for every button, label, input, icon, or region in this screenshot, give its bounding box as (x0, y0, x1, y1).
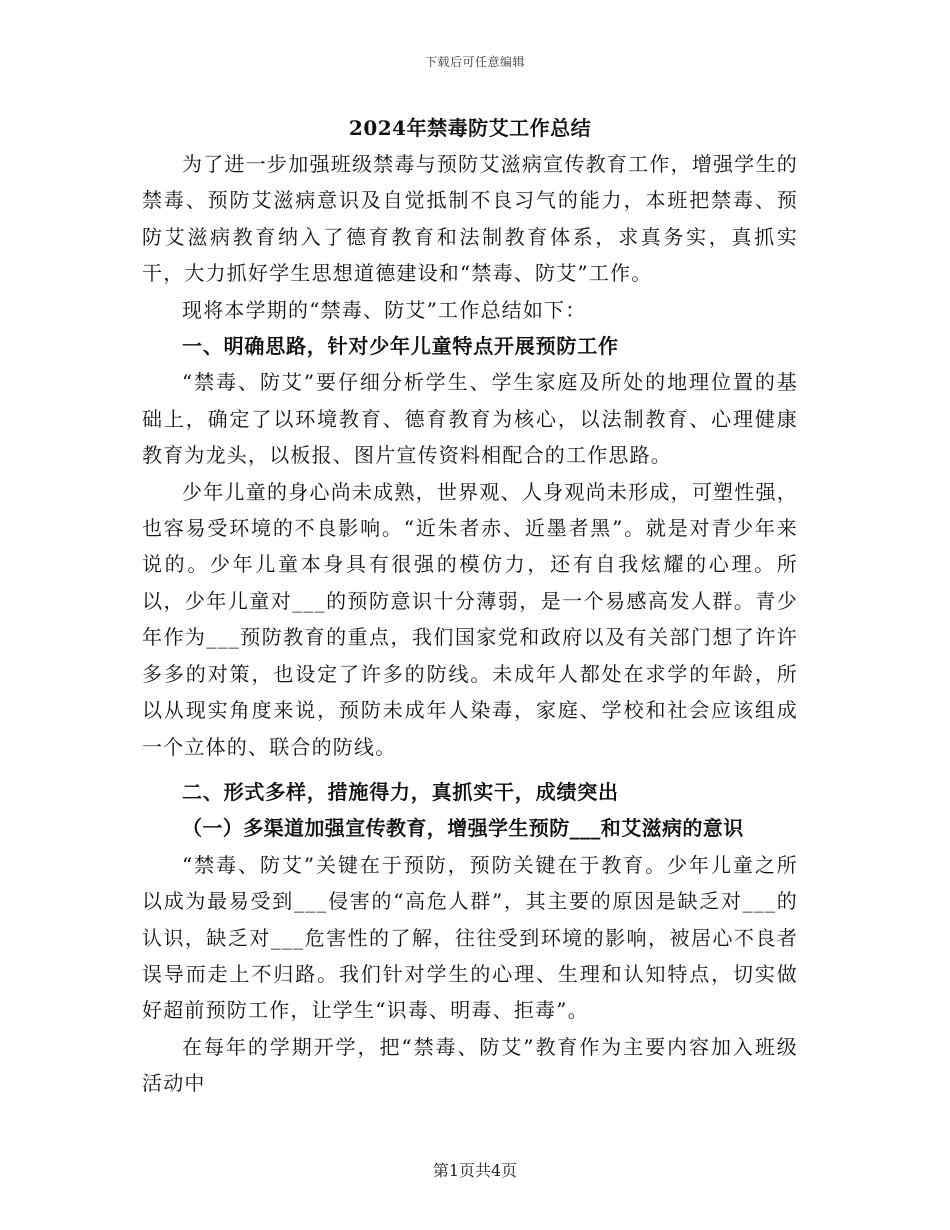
section-2-paragraph-1: “禁毒、防艾”关键在于预防，预防关键在于教育。少年儿童之所以成为最易受到___侵害的“高危人群”，其主要的原因是缺乏对___的认识，缺乏对___危害性的了解，往往受到环境的影响，被居心不良者误导而走上不归路。我们针对学生的心理、生理和认知特点，切实做好超前预防工作，让学生“识毒、明毒、拒毒”。 (142, 852, 798, 1023)
intro-paragraph: 为了进一步加强班级禁毒与预防艾滋病宣传教育工作，增强学生的禁毒、预防艾滋病意识及自觉抵制不良习气的能力，本班把禁毒、预防艾滋病教育纳入了德育教育和法制教育体系，求真务实，真抓实干，大力抓好学生思想道德建设和“禁毒、防艾”工作。 (142, 152, 798, 286)
section-spacer (142, 765, 798, 774)
section-2-sub-heading: （一）多渠道加强宣传教育，增强学生预防___和艾滋病的意识 (182, 816, 744, 841)
document-title: 2024年禁毒防艾工作总结 (348, 116, 592, 140)
header-note: 下载后可任意编辑 (424, 55, 525, 69)
page-number-footer: 第1页共4页 (432, 1161, 518, 1180)
section-2-paragraph-2: 在每年的学期开学，把“禁毒、防艾”教育作为主要内容加入班级活动中 (142, 1034, 798, 1096)
section-1-paragraph-1: “禁毒、防艾”要仔细分析学生、学生家庭及所处的地理位置的基础上，确定了以环境教育、德育教育为核心，以法制教育、心理健康教育为龙头，以板报、图片宣传资料相配合的工作思路。 (142, 370, 798, 468)
summary-lead-paragraph: 现将本学期的“禁毒、防艾”工作总结如下： (182, 297, 587, 322)
document-body (142, 112, 798, 1102)
section-1-heading: 一、明确思路，针对少年儿童特点开展预防工作 (182, 334, 619, 359)
section-2-heading: 二、形式多样，措施得力，真抓实干，成绩突出 (182, 779, 619, 804)
section-1-paragraph-2: 少年儿童的身心尚未成熟，世界观、人身观尚未形成，可塑性强，也容易受环境的不良影响。“近朱者赤、近墨者黑”。就是对青少年来说的。少年儿童本身具有很强的模仿力，还有自我炫耀的心理。所以，少年儿童对___的预防意识十分薄弱，是一个易感高发人群。青少年作为___预防教育的重点，我们国家党和政府以及有关部门想了许许多多的对策，也设定了许多的防线。未成年人都处在求学的年龄，所以从现实角度来说，预防未成年人染毒，家庭、学校和社会应该组成一个立体的、联合的防线。 (142, 479, 798, 759)
